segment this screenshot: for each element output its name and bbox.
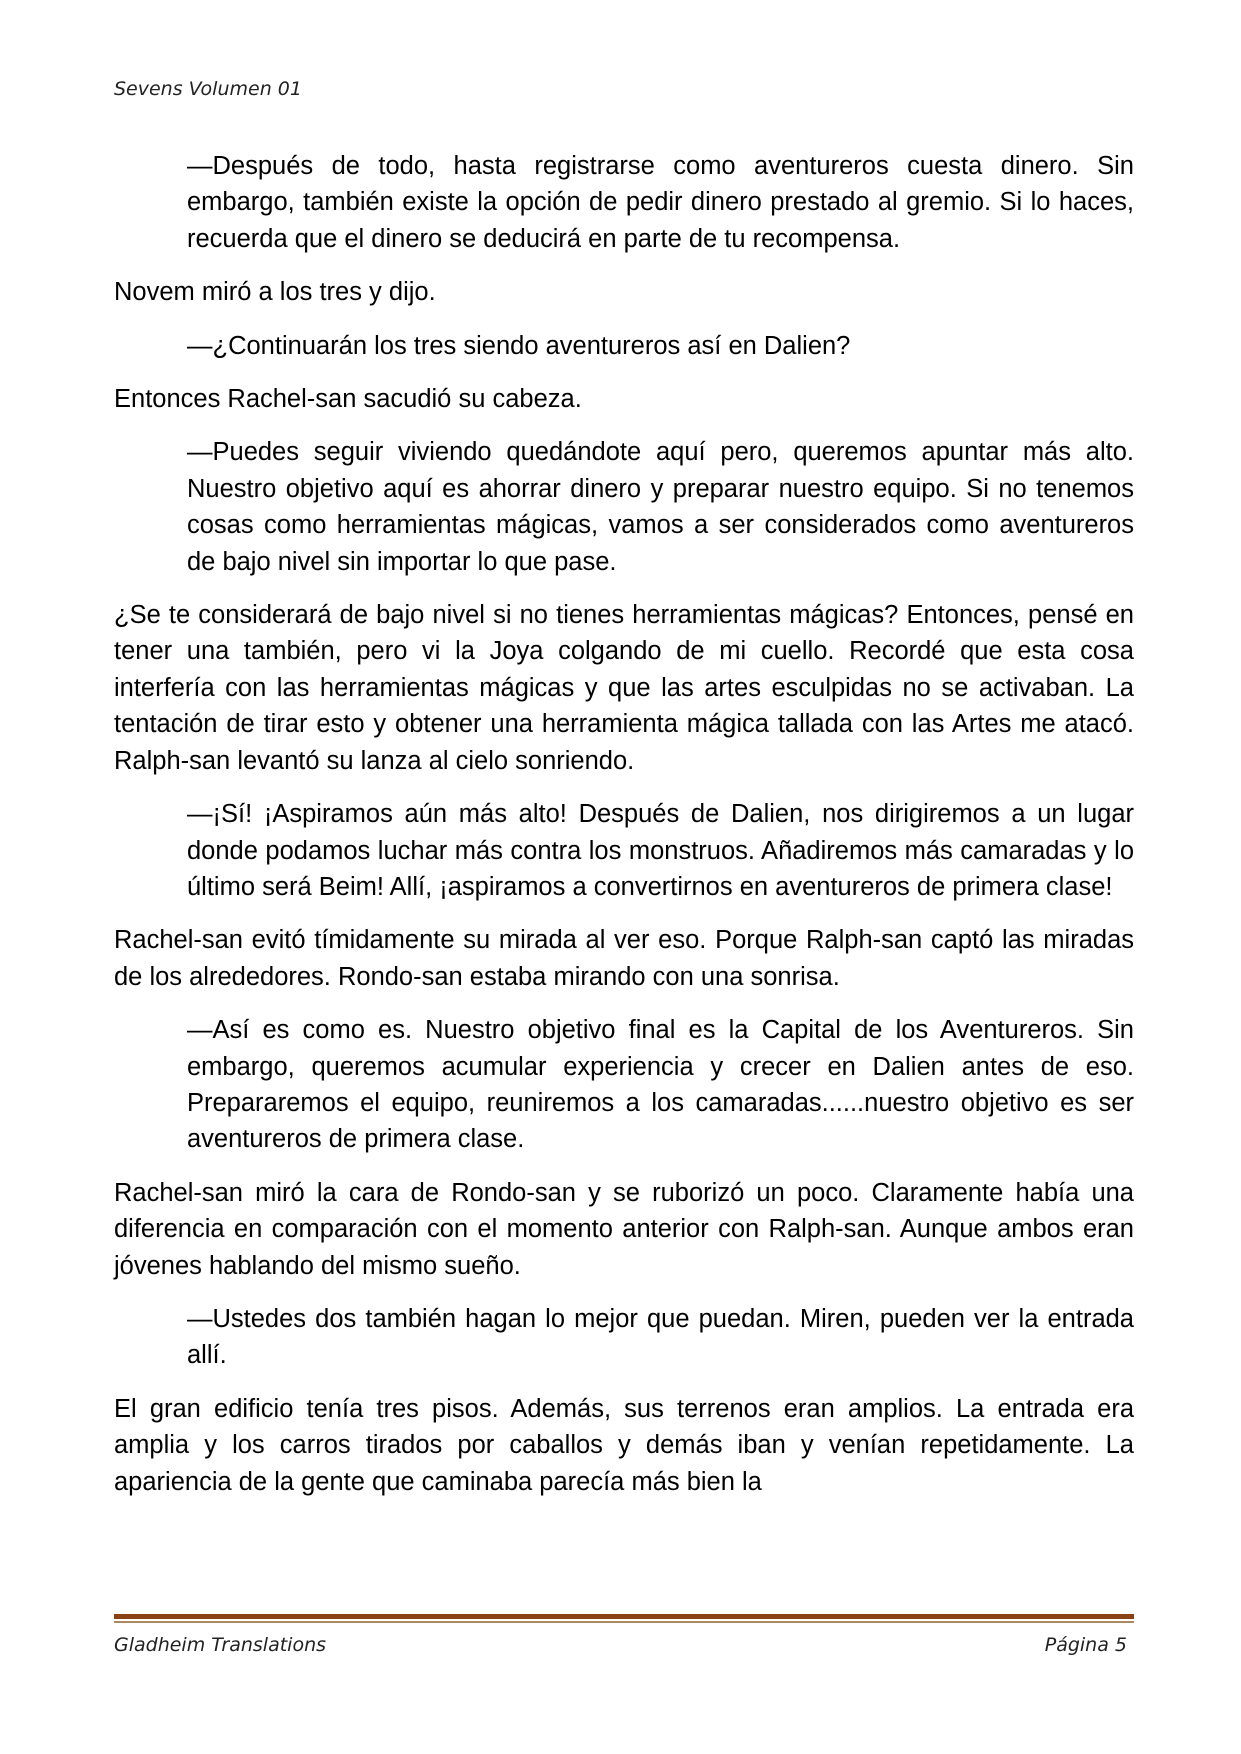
dialogue-paragraph: —Así es como es. Nuestro objetivo final es la Capital de los Aventureros. Sin embargo, queremos acumular experiencia y crecer en Dalien antes de eso. Prepararemos el equipo, reuniremos a los camaradas......nuestro objetivo es ser aventureros de primera clase.: [187, 1016, 1134, 1154]
dialogue-paragraph: —Después de todo, hasta registrarse como aventureros cuesta dinero. Sin embargo, también existe la opción de pedir dinero prestado al gremio. Si lo haces, recuerda que el dinero se deducirá en parte de tu recompensa.: [187, 152, 1134, 253]
footer-rule-thin: [114, 1621, 1134, 1623]
dialogue-paragraph: —Ustedes dos también hagan lo mejor que puedan. Miren, pueden ver la entrada allí.: [187, 1304, 1134, 1370]
narration-paragraph: El gran edificio tenía tres pisos. Además, sus terrenos eran amplios. La entrada era amplia y los carros tirados por caballos y demás iban y venían repetidamente. La apariencia de la gente que caminaba parecía más bien la: [114, 1394, 1134, 1496]
narration-paragraph: ¿Se te considerará de bajo nivel si no tienes herramientas mágicas? Entonces, pensé en tener una también, pero vi la Joya colgando de mi cuello. Recordé que esta cosa interfería con las herramientas mágicas y que las artes esculpidas no se activaban. La tentación de tirar esto y obtener una herramienta mágica tallada con las Artes me atacó. Ralph-san levantó su lanza al cielo sonriendo.: [114, 601, 1134, 775]
footer-credit: Gladheim Translations: [114, 1634, 327, 1656]
narration-paragraph: Entonces Rachel-san sacudió su cabeza.: [114, 385, 582, 414]
narration-paragraph: Rachel-san evitó tímidamente su mirada al ver eso. Porque Ralph-san captó las miradas de los alrededores. Rondo-san estaba mirando con una sonrisa.: [114, 926, 1134, 991]
narration-paragraph: Novem miró a los tres y dijo.: [114, 278, 436, 307]
narration-paragraph: Rachel-san miró la cara de Rondo-san y se ruborizó un poco. Claramente había una diferencia en comparación con el momento anterior con Ralph-san. Aunque ambos eran jóvenes hablando del mismo sueño.: [114, 1178, 1134, 1280]
running-header: Sevens Volumen 01: [114, 78, 302, 100]
dialogue-paragraph: —Puedes seguir viviendo quedándote aquí pero, queremos apuntar más alto. Nuestro objetivo aquí es ahorrar dinero y preparar nuestro equipo. Si no tenemos cosas como herramientas mágicas, vamos a ser considerados como aventureros de bajo nivel sin importar lo que pase.: [187, 438, 1134, 576]
dialogue-paragraph: —¿Continuarán los tres siendo aventureros así en Dalien?: [187, 331, 851, 360]
page-number: Página 5: [1044, 1634, 1127, 1656]
dialogue-paragraph: —¡Sí! ¡Aspiramos aún más alto! Después de Dalien, nos dirigiremos a un lugar donde podamos luchar más contra los monstruos. Añadiremos más camaradas y lo último será Beim! Allí, ¡aspiramos a convertirnos en aventureros de primera clase!: [187, 800, 1134, 901]
page-body: [114, 148, 1134, 1517]
footer-rule: [114, 1614, 1134, 1619]
